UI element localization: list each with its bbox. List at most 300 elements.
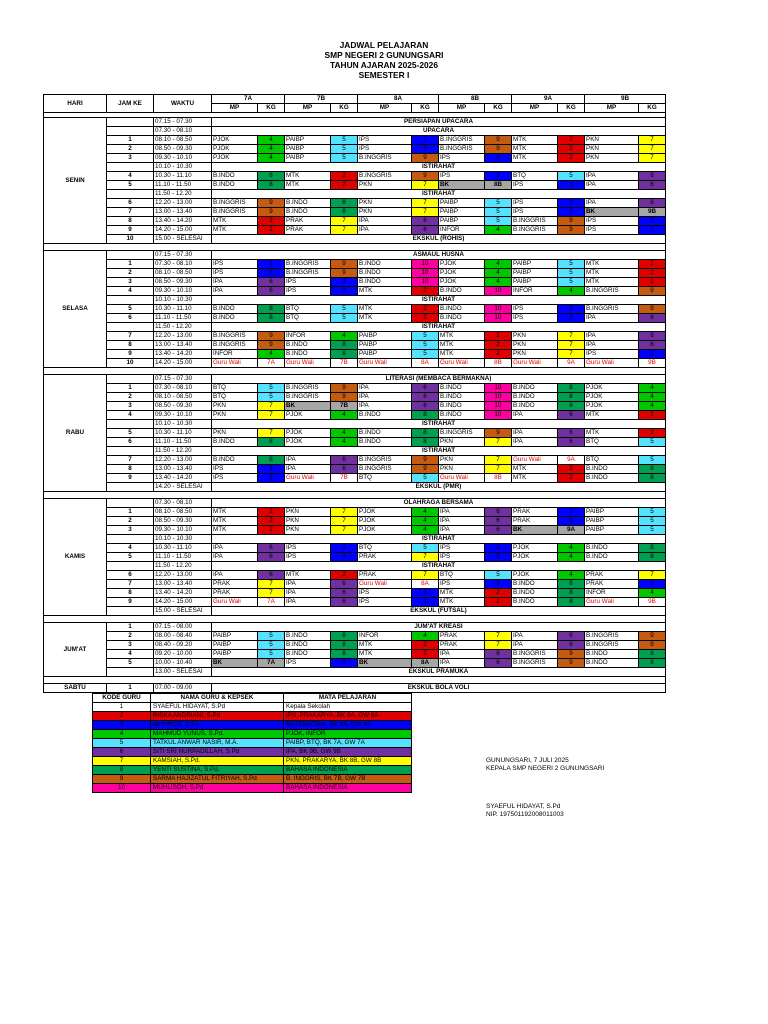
subject-cell: PKN — [585, 154, 639, 163]
kg-cell: 2 — [485, 350, 512, 359]
signature-block — [486, 757, 604, 819]
legend-kode: 1 — [93, 703, 151, 712]
jam-ke: 2 — [107, 393, 154, 402]
subject-cell: INFOR — [585, 589, 639, 598]
jam-ke: 1 — [107, 623, 154, 632]
subject-cell: MTK — [585, 260, 639, 269]
subject-cell: PJOK — [285, 438, 331, 447]
legend-nama: TATKUL ANWAR NASIR, M.A. — [151, 739, 284, 748]
waktu: 07.00 - 09.00 — [154, 684, 212, 693]
subject-cell: BTQ — [285, 305, 331, 314]
legend-header-kode: KODE GURU — [93, 694, 151, 703]
legend-row — [93, 721, 412, 730]
subject-cell: B.INDO — [512, 589, 558, 598]
waktu: 09.20 - 10.00 — [154, 650, 212, 659]
jam-ke — [107, 420, 154, 429]
day-name: KAMIS — [44, 499, 107, 616]
kg-cell: 7 — [558, 332, 585, 341]
subject-cell: IPA — [439, 508, 485, 517]
kg-cell: 3 — [558, 305, 585, 314]
subject-cell: PJOK — [212, 136, 258, 145]
subject-cell: IPA — [585, 341, 639, 350]
kg-cell: 7 — [412, 553, 439, 562]
header-kg: KG — [485, 104, 512, 113]
jam-ke: 4 — [107, 650, 154, 659]
kg-cell: 3 — [558, 508, 585, 517]
subject-cell: Guru Wali — [512, 456, 558, 465]
subject-cell: MTK — [439, 350, 485, 359]
subject-cell: PAIBP — [439, 199, 485, 208]
subject-cell: B.INGGRIS — [585, 287, 639, 296]
day-name: SENIN — [44, 118, 107, 244]
waktu: 10.30 - 11.10 — [154, 172, 212, 181]
jam-ke: 3 — [107, 154, 154, 163]
waktu: 12.20 - 13.00 — [154, 571, 212, 580]
kg-cell: 9 — [331, 269, 358, 278]
jam-ke — [107, 375, 154, 384]
subject-cell: PRAK — [285, 226, 331, 235]
waktu: 12.20 - 13.00 — [154, 332, 212, 341]
title-line-3: TAHUN AJARAN 2025-2026 — [330, 60, 438, 70]
schedule-row — [44, 332, 666, 341]
schedule-row — [44, 154, 666, 163]
subject-cell: IPS — [212, 260, 258, 269]
legend-row — [93, 739, 412, 748]
subject-cell: B.INDO — [585, 465, 639, 474]
subject-cell: MTK — [585, 429, 639, 438]
subject-cell: PJOK — [512, 571, 558, 580]
kg-cell: 9 — [558, 650, 585, 659]
subject-cell: BK — [439, 181, 485, 190]
subject-cell: PAIBP — [212, 632, 258, 641]
kg-cell: 3 — [558, 199, 585, 208]
kg-cell: 5 — [412, 332, 439, 341]
jam-ke — [107, 190, 154, 199]
subject-cell: B.INDO — [285, 199, 331, 208]
schedule-row — [44, 517, 666, 526]
subject-cell: IPA — [212, 287, 258, 296]
subject-cell: IPA — [439, 650, 485, 659]
legend-row — [93, 748, 412, 757]
kg-cell: 5 — [258, 650, 285, 659]
kg-cell: 5 — [331, 136, 358, 145]
subject-cell: MTK — [285, 181, 331, 190]
kg-cell: 8 — [639, 544, 666, 553]
kg-cell: 6 — [258, 571, 285, 580]
legend-kode: 2 — [93, 712, 151, 721]
jam-ke: 3 — [107, 526, 154, 535]
jam-ke: 2 — [107, 145, 154, 154]
subject-cell: IPA — [212, 544, 258, 553]
subject-cell: B.INDO — [285, 650, 331, 659]
kg-cell: 2 — [639, 411, 666, 420]
subject-cell: B.INDO — [512, 393, 558, 402]
subject-cell: PRAK — [212, 580, 258, 589]
kg-cell: 5 — [412, 544, 439, 553]
kg-cell: 7 — [558, 341, 585, 350]
schedule-row — [44, 402, 666, 411]
kg-cell: 7B — [331, 474, 358, 483]
schedule-row — [44, 632, 666, 641]
legend-row — [93, 712, 412, 721]
subject-cell: MTK — [212, 226, 258, 235]
schedule-row — [44, 163, 666, 172]
subject-cell: IPS — [439, 553, 485, 562]
subject-cell: IPS — [212, 474, 258, 483]
subject-cell: PKN — [439, 465, 485, 474]
kg-cell: 3 — [331, 553, 358, 562]
subject-cell: PAIBP — [358, 332, 412, 341]
kg-cell: 3 — [258, 474, 285, 483]
kg-cell: 6 — [639, 172, 666, 181]
jam-ke — [107, 535, 154, 544]
kg-cell: 3 — [331, 544, 358, 553]
subject-cell: PKN — [212, 411, 258, 420]
header-waktu: WAKTU — [154, 95, 212, 113]
legend-kode: 5 — [93, 739, 151, 748]
subject-cell: MTK — [512, 154, 558, 163]
kg-cell: 2 — [639, 260, 666, 269]
jam-ke: 5 — [107, 553, 154, 562]
kg-cell: 4 — [558, 553, 585, 562]
waktu: 14.20 - 15.00 — [154, 359, 212, 368]
jam-ke: 2 — [107, 269, 154, 278]
subject-cell: MTK — [212, 526, 258, 535]
waktu: 13.40 - 14.20 — [154, 217, 212, 226]
kg-cell: 7 — [485, 632, 512, 641]
legend-mapel: PJOK, INFOR — [284, 730, 412, 739]
subject-cell: PAIBP — [585, 526, 639, 535]
kg-cell: 5 — [258, 632, 285, 641]
subject-cell: B.INGGRIS — [512, 650, 558, 659]
subject-cell: PKN — [285, 508, 331, 517]
legend-mapel: PKN, PRAKARYA, BK 8B, GW 8B — [284, 757, 412, 766]
jam-ke: 7 — [107, 580, 154, 589]
jam-ke: 1 — [107, 684, 154, 693]
kg-cell: 7 — [331, 517, 358, 526]
subject-cell: IPA — [358, 384, 412, 393]
day-separator — [44, 244, 666, 251]
subject-cell: BTQ — [585, 456, 639, 465]
jam-ke — [107, 296, 154, 305]
subject-cell: Guru Wali — [212, 359, 258, 368]
waktu: 10.10 - 10.30 — [154, 163, 212, 172]
waktu: 15.00 - SELESAI — [154, 235, 212, 244]
subject-cell: B.INDO — [212, 305, 258, 314]
waktu: 08.10 - 08.50 — [154, 508, 212, 517]
kg-cell: 4 — [412, 632, 439, 641]
activity-band: ISTIRAHAT — [212, 323, 666, 332]
subject-cell: INFOR — [285, 332, 331, 341]
kg-cell: 9A — [558, 359, 585, 368]
kg-cell: 3 — [412, 598, 439, 607]
jam-ke: 3 — [107, 641, 154, 650]
kg-cell: 2 — [485, 332, 512, 341]
kg-cell: 7 — [258, 429, 285, 438]
kg-cell: 5 — [558, 172, 585, 181]
schedule-row — [44, 172, 666, 181]
subject-cell: IPA — [585, 314, 639, 323]
jam-ke — [107, 499, 154, 508]
kg-cell: 2 — [331, 172, 358, 181]
header-mp: MP — [585, 104, 639, 113]
kg-cell: 9 — [258, 208, 285, 217]
waktu: 08.50 - 09.30 — [154, 278, 212, 287]
subject-cell: IPS — [439, 580, 485, 589]
subject-cell: B.INGGRIS — [212, 208, 258, 217]
subject-cell: MTK — [512, 465, 558, 474]
subject-cell: PKN — [212, 429, 258, 438]
subject-cell: PKN — [285, 526, 331, 535]
subject-cell: B.INDO — [358, 260, 412, 269]
waktu: 15.00 - SELESAI — [154, 607, 212, 616]
waktu: 07.30 - 08.10 — [154, 260, 212, 269]
jam-ke: 5 — [107, 305, 154, 314]
subject-cell: IPS — [285, 659, 331, 668]
kg-cell: 3 — [558, 181, 585, 190]
kg-cell: 2 — [412, 650, 439, 659]
kg-cell: 4 — [558, 544, 585, 553]
subject-cell: PJOK — [585, 384, 639, 393]
jam-ke: 3 — [107, 278, 154, 287]
kg-cell: 9 — [331, 393, 358, 402]
kg-cell: 7 — [485, 641, 512, 650]
kg-cell: 9 — [331, 260, 358, 269]
waktu: 09.30 - 10.10 — [154, 411, 212, 420]
subject-cell: BTQ — [512, 172, 558, 181]
schedule-row — [44, 199, 666, 208]
subject-cell: B.INDO — [285, 341, 331, 350]
kg-cell: 8A — [412, 659, 439, 668]
waktu: 07.15 - 07.30 — [154, 118, 212, 127]
subject-cell: B.INDO — [512, 598, 558, 607]
subject-cell: IPA — [358, 393, 412, 402]
subject-cell: B.INDO — [285, 350, 331, 359]
kg-cell: 2 — [258, 517, 285, 526]
subject-cell: Guru Wali — [212, 598, 258, 607]
kg-cell: 6 — [258, 287, 285, 296]
legend-header-mapel: MATA PELAJARAN — [284, 694, 412, 703]
jam-ke: 4 — [107, 544, 154, 553]
subject-cell: BTQ — [439, 571, 485, 580]
subject-cell: PKN — [439, 438, 485, 447]
kg-cell: 6 — [639, 181, 666, 190]
legend-row — [93, 730, 412, 739]
kg-cell: 3 — [639, 350, 666, 359]
kg-cell: 4 — [412, 508, 439, 517]
kg-cell: 2 — [412, 305, 439, 314]
waktu: 08.50 - 09.30 — [154, 517, 212, 526]
kg-cell: 5 — [639, 438, 666, 447]
kg-cell: 5 — [258, 384, 285, 393]
subject-cell: B.INDO — [439, 305, 485, 314]
day-name: SABTU — [44, 684, 107, 693]
kg-cell: 7B — [331, 359, 358, 368]
subject-cell: PKN — [358, 181, 412, 190]
kg-cell: 2 — [258, 526, 285, 535]
subject-cell: MTK — [585, 411, 639, 420]
kg-cell: 8 — [258, 181, 285, 190]
subject-cell: IPS — [212, 269, 258, 278]
legend-kode: 9 — [93, 775, 151, 784]
kg-cell: 6 — [331, 580, 358, 589]
kg-cell: 9 — [639, 305, 666, 314]
waktu: 10.00 - 10.40 — [154, 659, 212, 668]
legend-row — [93, 784, 412, 793]
kg-cell: 4 — [258, 136, 285, 145]
subject-cell: MTK — [439, 332, 485, 341]
subject-cell: IPA — [212, 278, 258, 287]
subject-cell: B.INGGRIS — [512, 659, 558, 668]
kg-cell: 9 — [258, 332, 285, 341]
kg-cell: 3 — [412, 145, 439, 154]
kg-cell: 8 — [639, 474, 666, 483]
subject-cell: IPS — [358, 598, 412, 607]
subject-cell: IPS — [285, 544, 331, 553]
kg-cell: 3 — [412, 589, 439, 598]
schedule-row — [44, 314, 666, 323]
subject-cell: B.INDO — [439, 411, 485, 420]
subject-cell: B.INDO — [439, 314, 485, 323]
kg-cell: 2 — [639, 269, 666, 278]
subject-cell: PJOK — [585, 393, 639, 402]
subject-cell: PAIBP — [358, 341, 412, 350]
kg-cell: 6 — [558, 641, 585, 650]
document-header — [0, 40, 768, 80]
waktu: 11.50 - 12.20 — [154, 323, 212, 332]
schedule-row — [44, 323, 666, 332]
kg-cell: 6 — [639, 341, 666, 350]
legend-kode: 4 — [93, 730, 151, 739]
kg-cell: 8 — [331, 199, 358, 208]
subject-cell: PRAK — [585, 580, 639, 589]
kg-cell: 6 — [331, 465, 358, 474]
kg-cell: 4 — [558, 287, 585, 296]
kg-cell: 7 — [258, 402, 285, 411]
subject-cell: B.INDO — [285, 641, 331, 650]
kg-cell: 6 — [485, 650, 512, 659]
subject-cell: IPS — [585, 226, 639, 235]
legend-row — [93, 757, 412, 766]
kg-cell: 9 — [558, 226, 585, 235]
subject-cell: IPS — [512, 199, 558, 208]
kg-cell: 5 — [412, 474, 439, 483]
kg-cell: 8 — [331, 350, 358, 359]
subject-cell: PAIBP — [212, 641, 258, 650]
kg-cell: 2 — [558, 154, 585, 163]
kg-cell: 7 — [331, 217, 358, 226]
kg-cell: 7A — [258, 598, 285, 607]
schedule-row — [44, 641, 666, 650]
schedule-row — [44, 181, 666, 190]
header-jam-ke: JAM KE — [107, 95, 154, 113]
jam-ke: 8 — [107, 589, 154, 598]
waktu: 11.10 - 11.50 — [154, 314, 212, 323]
kg-cell: 10 — [485, 305, 512, 314]
schedule-row — [44, 562, 666, 571]
jam-ke: 6 — [107, 199, 154, 208]
subject-cell: PJOK — [512, 544, 558, 553]
kg-cell: 5 — [639, 526, 666, 535]
legend-kode: 7 — [93, 757, 151, 766]
activity-band: EKSKUL (ROHIS) — [212, 235, 666, 244]
kg-cell: 2 — [639, 429, 666, 438]
schedule-row — [44, 438, 666, 447]
kg-cell: 7 — [331, 226, 358, 235]
kg-cell: 8 — [639, 553, 666, 562]
schedule-table — [43, 94, 666, 693]
jam-ke: 3 — [107, 402, 154, 411]
waktu: 14.20 - SELESAI — [154, 483, 212, 492]
subject-cell: IPA — [212, 553, 258, 562]
kg-cell: 8 — [331, 632, 358, 641]
jam-ke: 8 — [107, 465, 154, 474]
subject-cell: BTQ — [285, 314, 331, 323]
header-class: 9B — [585, 95, 666, 104]
waktu: 14.20 - 15.00 — [154, 598, 212, 607]
kg-cell: 4 — [258, 145, 285, 154]
jam-ke: 4 — [107, 411, 154, 420]
kg-cell: 7 — [331, 508, 358, 517]
kg-cell: 2 — [258, 226, 285, 235]
subject-cell: IPS — [585, 217, 639, 226]
subject-cell: PRAK — [358, 571, 412, 580]
subject-cell: IPS — [439, 154, 485, 163]
schedule-row — [44, 278, 666, 287]
teacher-legend-table — [92, 693, 412, 793]
kg-cell: 6 — [485, 508, 512, 517]
kg-cell: 7 — [485, 456, 512, 465]
jam-ke — [107, 562, 154, 571]
kg-cell: 8 — [639, 650, 666, 659]
kg-cell: 9 — [485, 145, 512, 154]
kg-cell: 5 — [485, 208, 512, 217]
kg-cell: 4 — [331, 438, 358, 447]
jam-ke: 7 — [107, 208, 154, 217]
kg-cell: 3 — [558, 208, 585, 217]
kg-cell: 5 — [258, 641, 285, 650]
subject-cell: PAIBP — [512, 269, 558, 278]
subject-cell: PRAK — [585, 571, 639, 580]
kg-cell: 8 — [258, 172, 285, 181]
subject-cell: B.INDO — [358, 278, 412, 287]
waktu: 09.30 - 10.10 — [154, 154, 212, 163]
kg-cell: 2 — [558, 465, 585, 474]
kg-cell: 7 — [412, 199, 439, 208]
subject-cell: PKN — [212, 402, 258, 411]
day-name: RABU — [44, 375, 107, 492]
activity-band: ISTIRAHAT — [212, 190, 666, 199]
jam-ke — [107, 668, 154, 677]
subject-cell: PKN — [358, 208, 412, 217]
legend-kode: 8 — [93, 766, 151, 775]
activity-band: ISTIRAHAT — [212, 296, 666, 305]
subject-cell: PAIBP — [439, 208, 485, 217]
subject-cell: B.INDO — [585, 650, 639, 659]
kg-cell: 4 — [258, 350, 285, 359]
jam-ke — [107, 323, 154, 332]
schedule-row — [44, 553, 666, 562]
kg-cell: 6 — [558, 429, 585, 438]
subject-cell: PRAK — [358, 553, 412, 562]
kg-cell: 3 — [485, 154, 512, 163]
waktu: 13.40 - 14.20 — [154, 589, 212, 598]
subject-cell: BTQ — [212, 384, 258, 393]
kg-cell: 6 — [558, 411, 585, 420]
subject-cell: Guru Wali — [285, 359, 331, 368]
subject-cell: MTK — [439, 341, 485, 350]
jam-ke: 2 — [107, 517, 154, 526]
